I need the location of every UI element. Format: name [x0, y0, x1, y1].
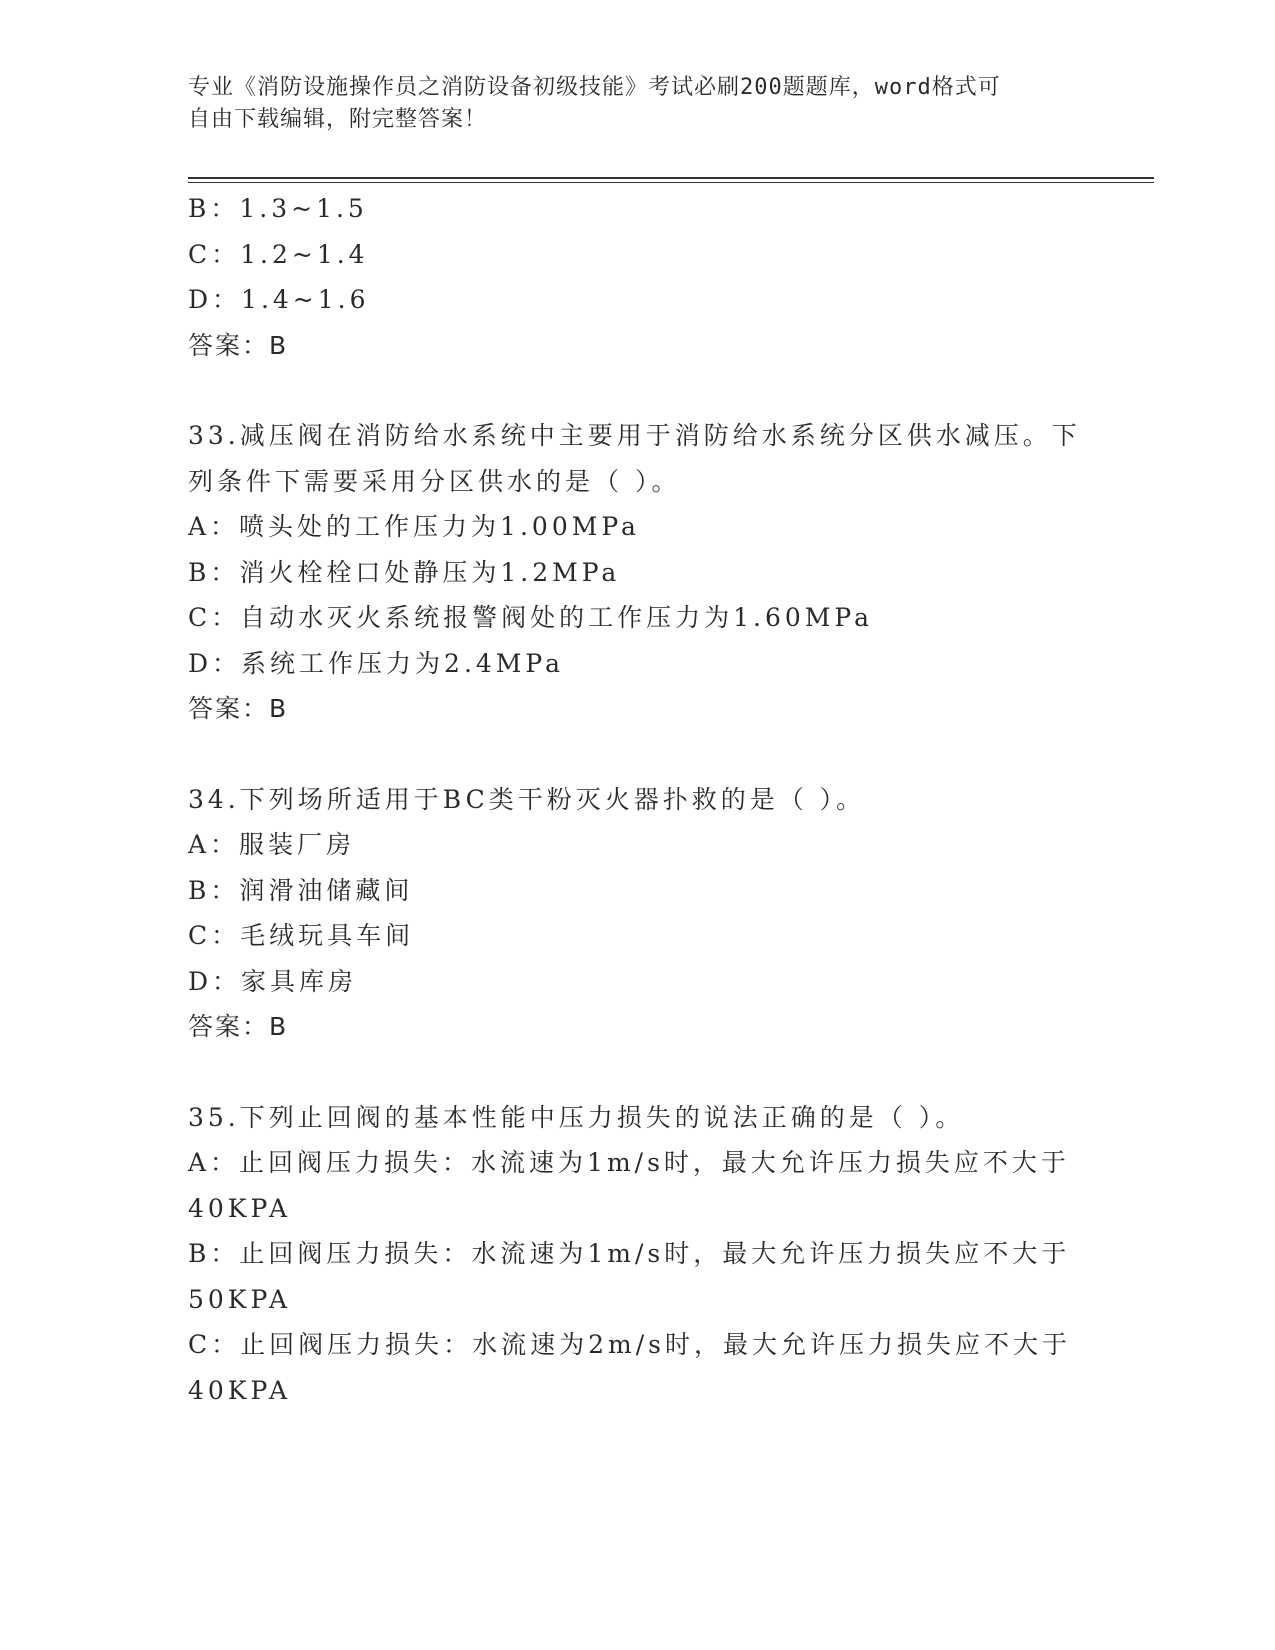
- answer-line: 答案：B: [188, 330, 289, 360]
- question-stem-line-2: 列条件下需要采用分区供水的是（ ）。: [188, 466, 681, 496]
- header-line-1: 专业《消防设施操作员之消防设备初级技能》考试必刷200题题库，word格式可: [188, 75, 1001, 100]
- spacer: [188, 1050, 1078, 1095]
- option-a: A：服装厂房: [188, 830, 356, 859]
- spacer: [188, 368, 1078, 413]
- answer-line: 答案：B: [188, 694, 289, 723]
- option-b-line-1: B：止回阀压力损失：水流速为1m/s时，最大允许压力损失应不大于: [188, 1239, 1071, 1268]
- option-b-line-2: 50KPA: [188, 1284, 292, 1314]
- option-d: D：1.4~1.6: [188, 285, 370, 314]
- header-divider: [188, 177, 1154, 183]
- question-35: [188, 1095, 1078, 1414]
- option-c: C：1.2~1.4: [188, 239, 369, 269]
- answer-line: 答案：B: [188, 1012, 289, 1041]
- question-33: [188, 413, 1081, 732]
- option-c: C：自动水灭火系统报警阀处的工作压力为1.60MPa: [188, 603, 873, 632]
- question-32-tail: [188, 186, 1078, 368]
- question-stem: 34.下列场所适用于BC类干粉灭火器扑救的是（ ）。: [188, 784, 866, 814]
- option-c: C：毛绒玩具车间: [188, 921, 415, 950]
- option-c-line-1: C：止回阀压力损失：水流速为2m/s时，最大允许压力损失应不大于: [188, 1330, 1071, 1359]
- option-a-line-1: A：止回阀压力损失：水流速为1m/s时，最大允许压力损失应不大于: [188, 1148, 1070, 1177]
- option-a: A：喷头处的工作压力为1.00MPa: [188, 512, 640, 541]
- header-line-2: 自由下载编辑，附完整答案！: [188, 107, 488, 132]
- page-header: [188, 72, 1088, 136]
- question-stem: 35.下列止回阀的基本性能中压力损失的说法正确的是（ ）。: [188, 1102, 965, 1132]
- question-34: [188, 777, 1078, 1050]
- option-a-line-2: 40KPA: [188, 1193, 292, 1223]
- option-b: B：润滑油储藏间: [188, 875, 414, 905]
- option-d: D：家具库房: [188, 966, 358, 996]
- question-stem-line-1: 33.减压阀在消防给水系统中主要用于消防给水系统分区供水减压。下: [188, 421, 1081, 450]
- option-b: B：1.3~1.5: [188, 194, 368, 223]
- option-c-line-2: 40KPA: [188, 1375, 292, 1405]
- option-b: B：消火栓栓口处静压为1.2MPa: [188, 557, 621, 587]
- option-d: D：系统工作压力为2.4MPa: [188, 648, 565, 678]
- spacer: [188, 732, 1078, 777]
- question-content: [188, 186, 1081, 1413]
